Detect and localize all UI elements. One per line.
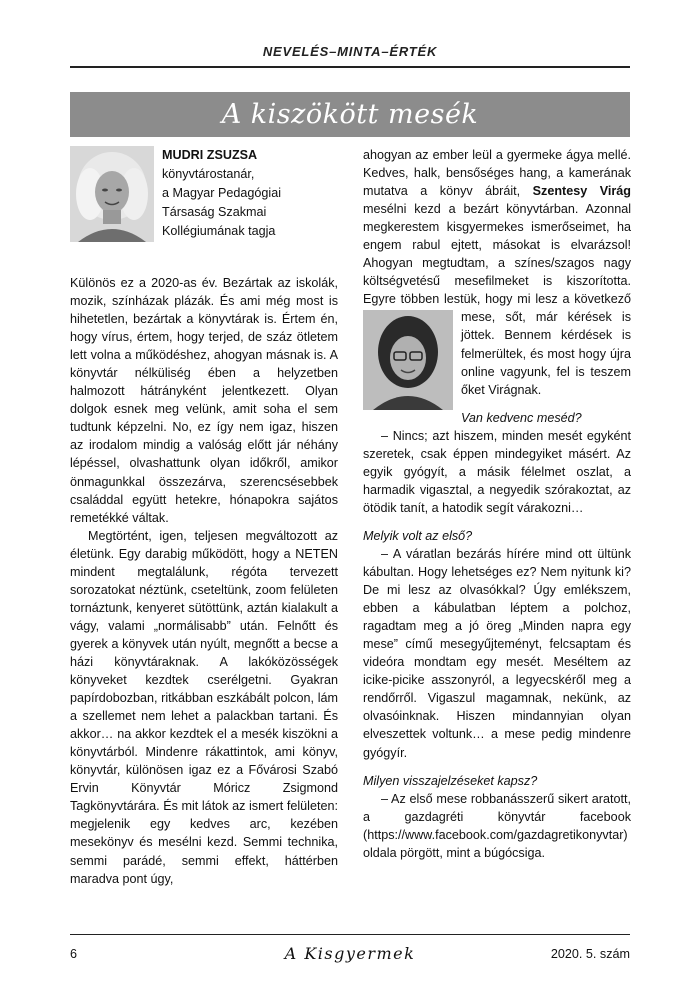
interview-answer: – Az első mese robbanásszerű sikert aratott, a gazdagréti könyvtár facebook (https://www.facebook.com/gazdagretikonyvtar) oldala pörgött, mint a búgócsiga. bbox=[363, 791, 631, 860]
author-name: MUDRI ZSUZSA bbox=[162, 148, 258, 162]
interview-question: Van kedvenc meséd? bbox=[461, 410, 582, 425]
body-paragraph: Különös ez a 2020-as év. Bezártak az iskolák, mozik, színházak plázák. És ami még most is hihetetlen, bezártak a könyvtárak is. Értem én, hogy vírus, értem, hogy terjed, de száz ötletem lett volna a működéshez, ahogyan másnak is. A könyvtár nélküliség ében a helyzetben halmozott hátrányként jelentkezett. Olyan dolgok esnek meg velünk, amit soha el sem tudtunk képzelni. No, ez így nem igaz, hiszen az irodalom mindig a valóság előtt jár néhány lépéssel, olvashattunk olyan időkről, amikor önmagunkkal összezárva, szerencsésebbek családdal együtt hetekre, hónapokra sajátos remetékké váltak. bbox=[70, 276, 338, 525]
right-column bbox=[363, 146, 631, 921]
interview-answer: – A váratlan bezárás hírére mind ott ültünk kábultan. Hogy lehetséges ez? Nem nyitunk ki? De mi lesz az olvasókkal? Úgy emlékszem, ebben a kábulatban léptem a polchoz, ragadtam meg a jó öreg „Minden napra egy mese” című mesegyűjteményt, felcsaptam és videóra mondtam egy mesét. Meséltem az icike-picike asszonyról, a legyecskéről meg a rendőrről. Vigaszul magamnak, nekünk, az olvasóinknak. Hiszen mindannyian olyan elveszettek voltunk… a mese pedig mindenre gyógyír. bbox=[363, 546, 631, 760]
storyteller-name: Szentesy Virág bbox=[532, 184, 631, 199]
magazine-name: A Kisgyermek bbox=[284, 944, 416, 963]
header-rule bbox=[70, 66, 630, 68]
article-title: A kiszökött mesék bbox=[221, 99, 479, 130]
issue-label: 2020. 5. szám bbox=[550, 947, 630, 961]
author-title-line: könyvtárostanár, bbox=[162, 167, 255, 181]
article-columns bbox=[70, 146, 631, 921]
body-text: ahogyan az ember leül a gyermeke ágya mellé. Kedves, halk, bensőséges hang, a kamerának mutatva a könyv ábráit, bbox=[363, 148, 631, 199]
page-number: 6 bbox=[70, 947, 78, 961]
storyteller-photo-image bbox=[363, 310, 453, 410]
left-column bbox=[70, 146, 338, 921]
interview-answer: – Nincs; azt hiszem, minden mesét egyként szeretek, csak éppen mindegyiket másért. Az egyik gyógyít, a másik félelmet oszlat, a harmadik vigasztal, a negyedik szórakoztat, az ötödik tanít, a hatodik segít várakozni… bbox=[363, 428, 631, 515]
interview-question: Milyen visszajelzéseket kapsz? bbox=[363, 773, 538, 788]
author-portrait bbox=[70, 146, 154, 242]
interview-question: Melyik volt az első? bbox=[363, 528, 473, 543]
body-paragraph: Megtörtént, igen, teljesen megváltozott az életünk. Egy darabig működött, hogy a NETEN mindent megtalálunk, régóta tervezett sorozatokat néztünk, cseteltünk, zoom felületen tornáztunk, kenyeret sütöttünk, aztán kialakult a vágy, valami „normálisabb” után. Felnőtt és gyerek a könyvek után nyúlt, megnőtt a becse a házi könyvtáraknak. A lakóközösségek könyveket kezdtek cserélgetni. Gyakran papírdobozban, ritkábban eszkábált polcon, lám a szellemet nem lehet a palackban tartani. És akkor… na akkor kezdtek el a mesék kiszökni a könyvtárból. Mindenre rákattintok, ami könyv, könyvtár, különösen igaz ez a Fővárosi Szabó Ervin Könyvtár Móricz Zsigmond Tagkönyvtárára. És mit látok az ismert felületen: megjelenik egy kedves arc, kezében mesekönyv és mesélni kezd. Semmi technika, semmi parádé, semmi effekt, háttérben maradva pont úgy, bbox=[70, 528, 338, 886]
body-text: mesélni kezd a bezárt könyvtárban. Azonnal megkerestem kisgyermekes ismerőseimet, ha engem rabul ejtett, másokat is elvarázsol! Ahogyan megtudtam, a színes/szagos nagy költségvetésű mesefilmeket is kiszorította. Egyre többen lestük, hogy mi lesz a következő mese, sőt, már bbox=[363, 202, 631, 325]
running-head: NEVELÉS–MINTA–ÉRTÉK bbox=[262, 44, 438, 59]
author-info bbox=[162, 146, 281, 264]
author-title-line: a Magyar Pedagógiai bbox=[162, 186, 282, 200]
author-portrait-image bbox=[70, 146, 154, 242]
author-block bbox=[70, 146, 338, 264]
author-title-line: Társaság Szakmai bbox=[162, 205, 267, 219]
body-paragraph bbox=[363, 146, 631, 399]
footer-rule bbox=[70, 934, 630, 935]
storyteller-photo bbox=[363, 310, 453, 410]
body-text: kérések is jöttek. Bennem kérdések is felmerültek, és most hogy újra online vagyunk, fel is teszem őket Virágnak. bbox=[461, 310, 631, 397]
title-band bbox=[70, 92, 630, 137]
author-title-line: Kollégiumának tagja bbox=[162, 224, 276, 238]
